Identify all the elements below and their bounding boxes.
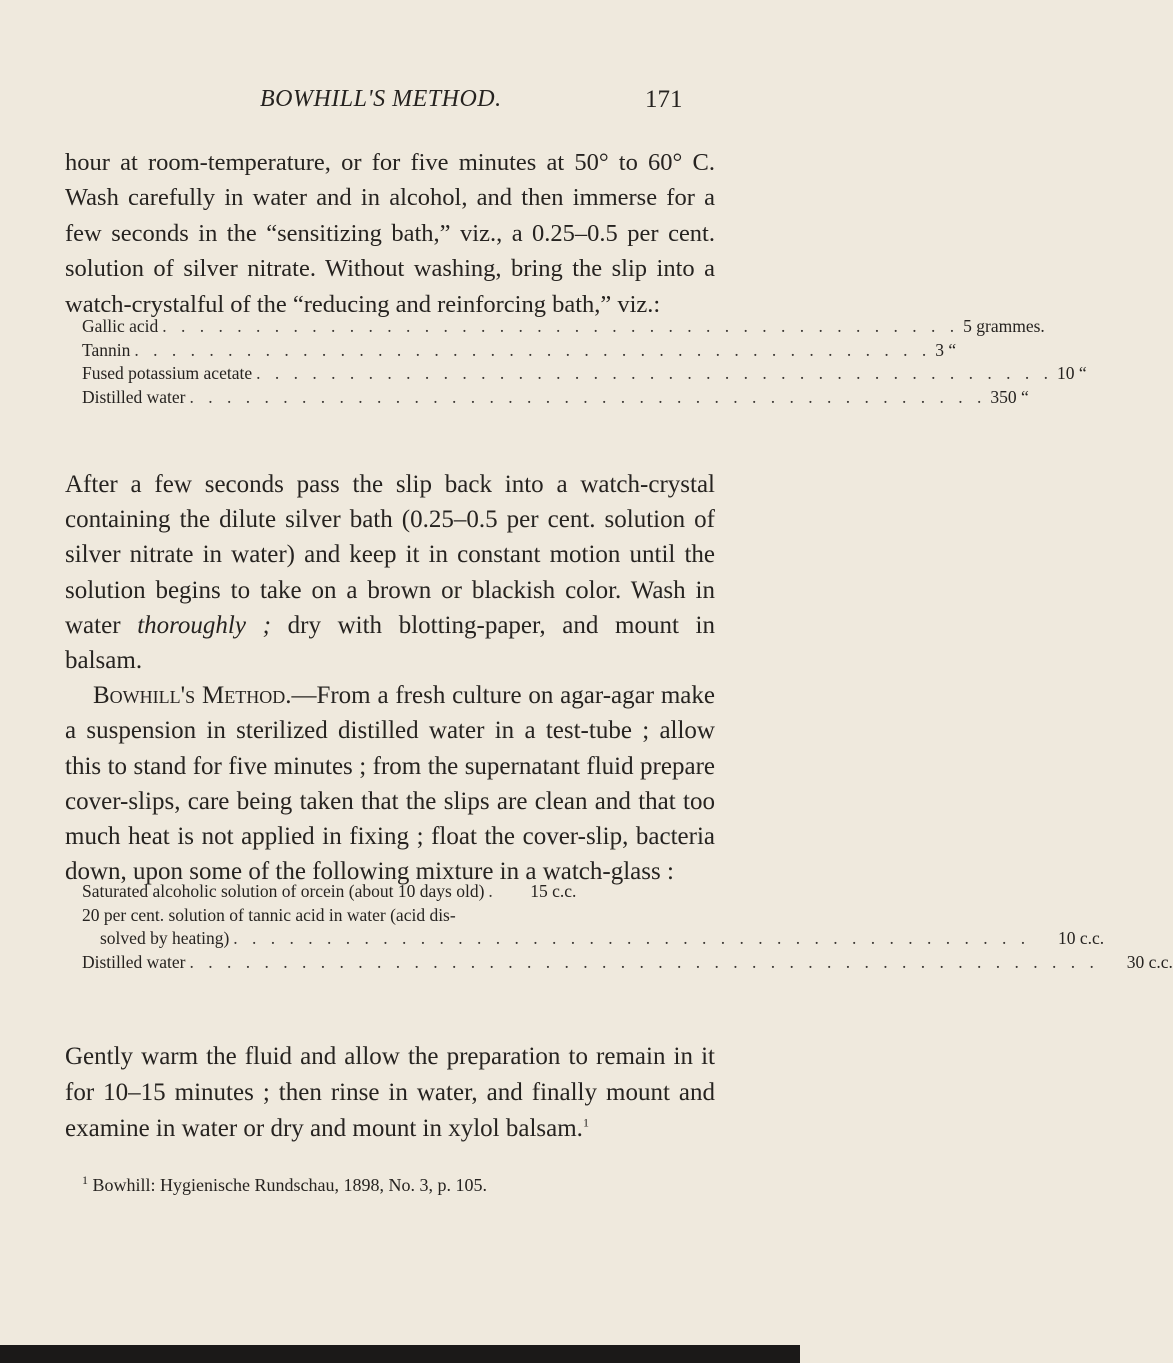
orcein-mixture-table <box>82 880 1173 974</box>
footnote-marker: 1 <box>82 1173 88 1187</box>
paragraph-2 <box>65 467 715 889</box>
table-row: Gallic acid . . . . . . . . . . . . . . . . . . . . . . . . . . . . . . . . . . . . . . . . . . . 5 grammes. <box>82 315 697 339</box>
table-row: Fused potassium acetate . . . . . . . . . . . . . . . . . . . . . . . . . . . . . . . . . . . . . . . . . . . 10 “ <box>82 362 697 386</box>
emphasis-thoroughly: thoroughly ; <box>137 611 271 639</box>
table-row: solved by heating) . . . . . . . . . . . . . . . . . . . . . . . . . . . . . . . . . . . . . . . . . . . 10 c.c. <box>82 927 697 951</box>
ingredient-name: Distilled water <box>82 386 186 407</box>
running-head: BOWHILL'S METHOD. <box>260 86 502 112</box>
scan-edge <box>0 1345 800 1363</box>
footnote-text: Bowhill: Hygienische Rundschau, 1898, No. 3, p. 105. <box>92 1175 487 1195</box>
paragraph-2-text-a: After a few seconds pass the slip back into a watch-crystal containing the dilute silver bath (0.25–0.5 per cent. solution of silver nitrate in water) and keep it in constant motion until the solution begins to take on a brown or blackish color. Wash in water <box>65 471 715 639</box>
footnote <box>82 1175 702 1196</box>
table-row: Saturated alcoholic solution of orcein (about 10 days old) . 15 c.c. <box>82 880 697 904</box>
ingredient-amount: 30 c.c. <box>1126 951 1173 972</box>
ingredient-name-line1: 20 per cent. solution of tannic acid in water (acid dis- <box>82 904 456 925</box>
table-row: Distilled water . . . . . . . . . . . . . . . . . . . . . . . . . . . . . . . . . . . . . . . . . . . 350 “ <box>82 386 697 410</box>
ingredient-name: Gallic acid <box>82 316 159 336</box>
page-header <box>0 86 800 120</box>
table-row: Tannin . . . . . . . . . . . . . . . . . . . . . . . . . . . . . . . . . . . . . . . . . . . 3 “ <box>82 339 697 363</box>
ingredient-name: Tannin <box>82 339 131 360</box>
page-number: 171 <box>645 86 683 113</box>
paragraph-3-text: Gently warm the fluid and allow the preparation to remain in it for 10–15 minutes ; then rinse in water, and finally mount and examine in water or dry and mount in xylol balsam. <box>65 1043 715 1142</box>
ingredient-amount: 3 “ <box>935 339 957 360</box>
paragraph-3 <box>65 1039 715 1146</box>
section-heading: Bowhill's Method. <box>93 682 292 710</box>
ingredient-name-line2: solved by heating) <box>100 928 230 948</box>
ingredient-amount: 350 “ <box>990 386 1029 407</box>
ingredient-name: Distilled water <box>82 951 186 972</box>
paragraph-2-text-b: dry with blotting-paper, and mount in balsam. <box>65 611 715 675</box>
paragraph-1: hour at room-temperature, or for five minutes at 50° to 60° C. Wash carefully in water and in alcohol, and then immerse for a few seconds in the “sensitizing bath,” viz., a 0.25–0.5 per cent. solution of silver nitrate. Without washing, bring the slip into a watch-crystalful of the “reducing and reinforcing bath,” viz.: <box>65 149 715 318</box>
ingredient-name: Saturated alcoholic solution of orcein (about 10 days old) <box>82 881 485 901</box>
ingredient-amount: 10 “ <box>1056 363 1087 383</box>
footnote-ref: 1 <box>582 1115 589 1130</box>
ingredient-amount: 10 c.c. <box>1057 928 1105 948</box>
ingredient-amount: 15 c.c. <box>530 881 577 901</box>
reducing-bath-table <box>82 315 1087 409</box>
paragraph-2-text-c: —From a fresh culture on agar-agar make a suspension in sterilized distilled water in a test-tube ; allow this to stand for five minutes ; from the supernatant fluid prepare cover-slips, care being taken that the slips are clean and that too much heat is not applied in fixing ; float the cover-slip, bacteria down, upon some of the following mixture in a watch-glass : <box>65 682 715 886</box>
ingredient-name: Fused potassium acetate <box>82 363 253 383</box>
table-row <box>82 904 697 928</box>
table-row: Distilled water . . . . . . . . . . . . . . . . . . . . . . . . . . . . . . . . . . . . . . . . . . . . . . . . . 30 c.c. <box>82 951 697 975</box>
ingredient-amount: 5 grammes. <box>963 316 1045 336</box>
